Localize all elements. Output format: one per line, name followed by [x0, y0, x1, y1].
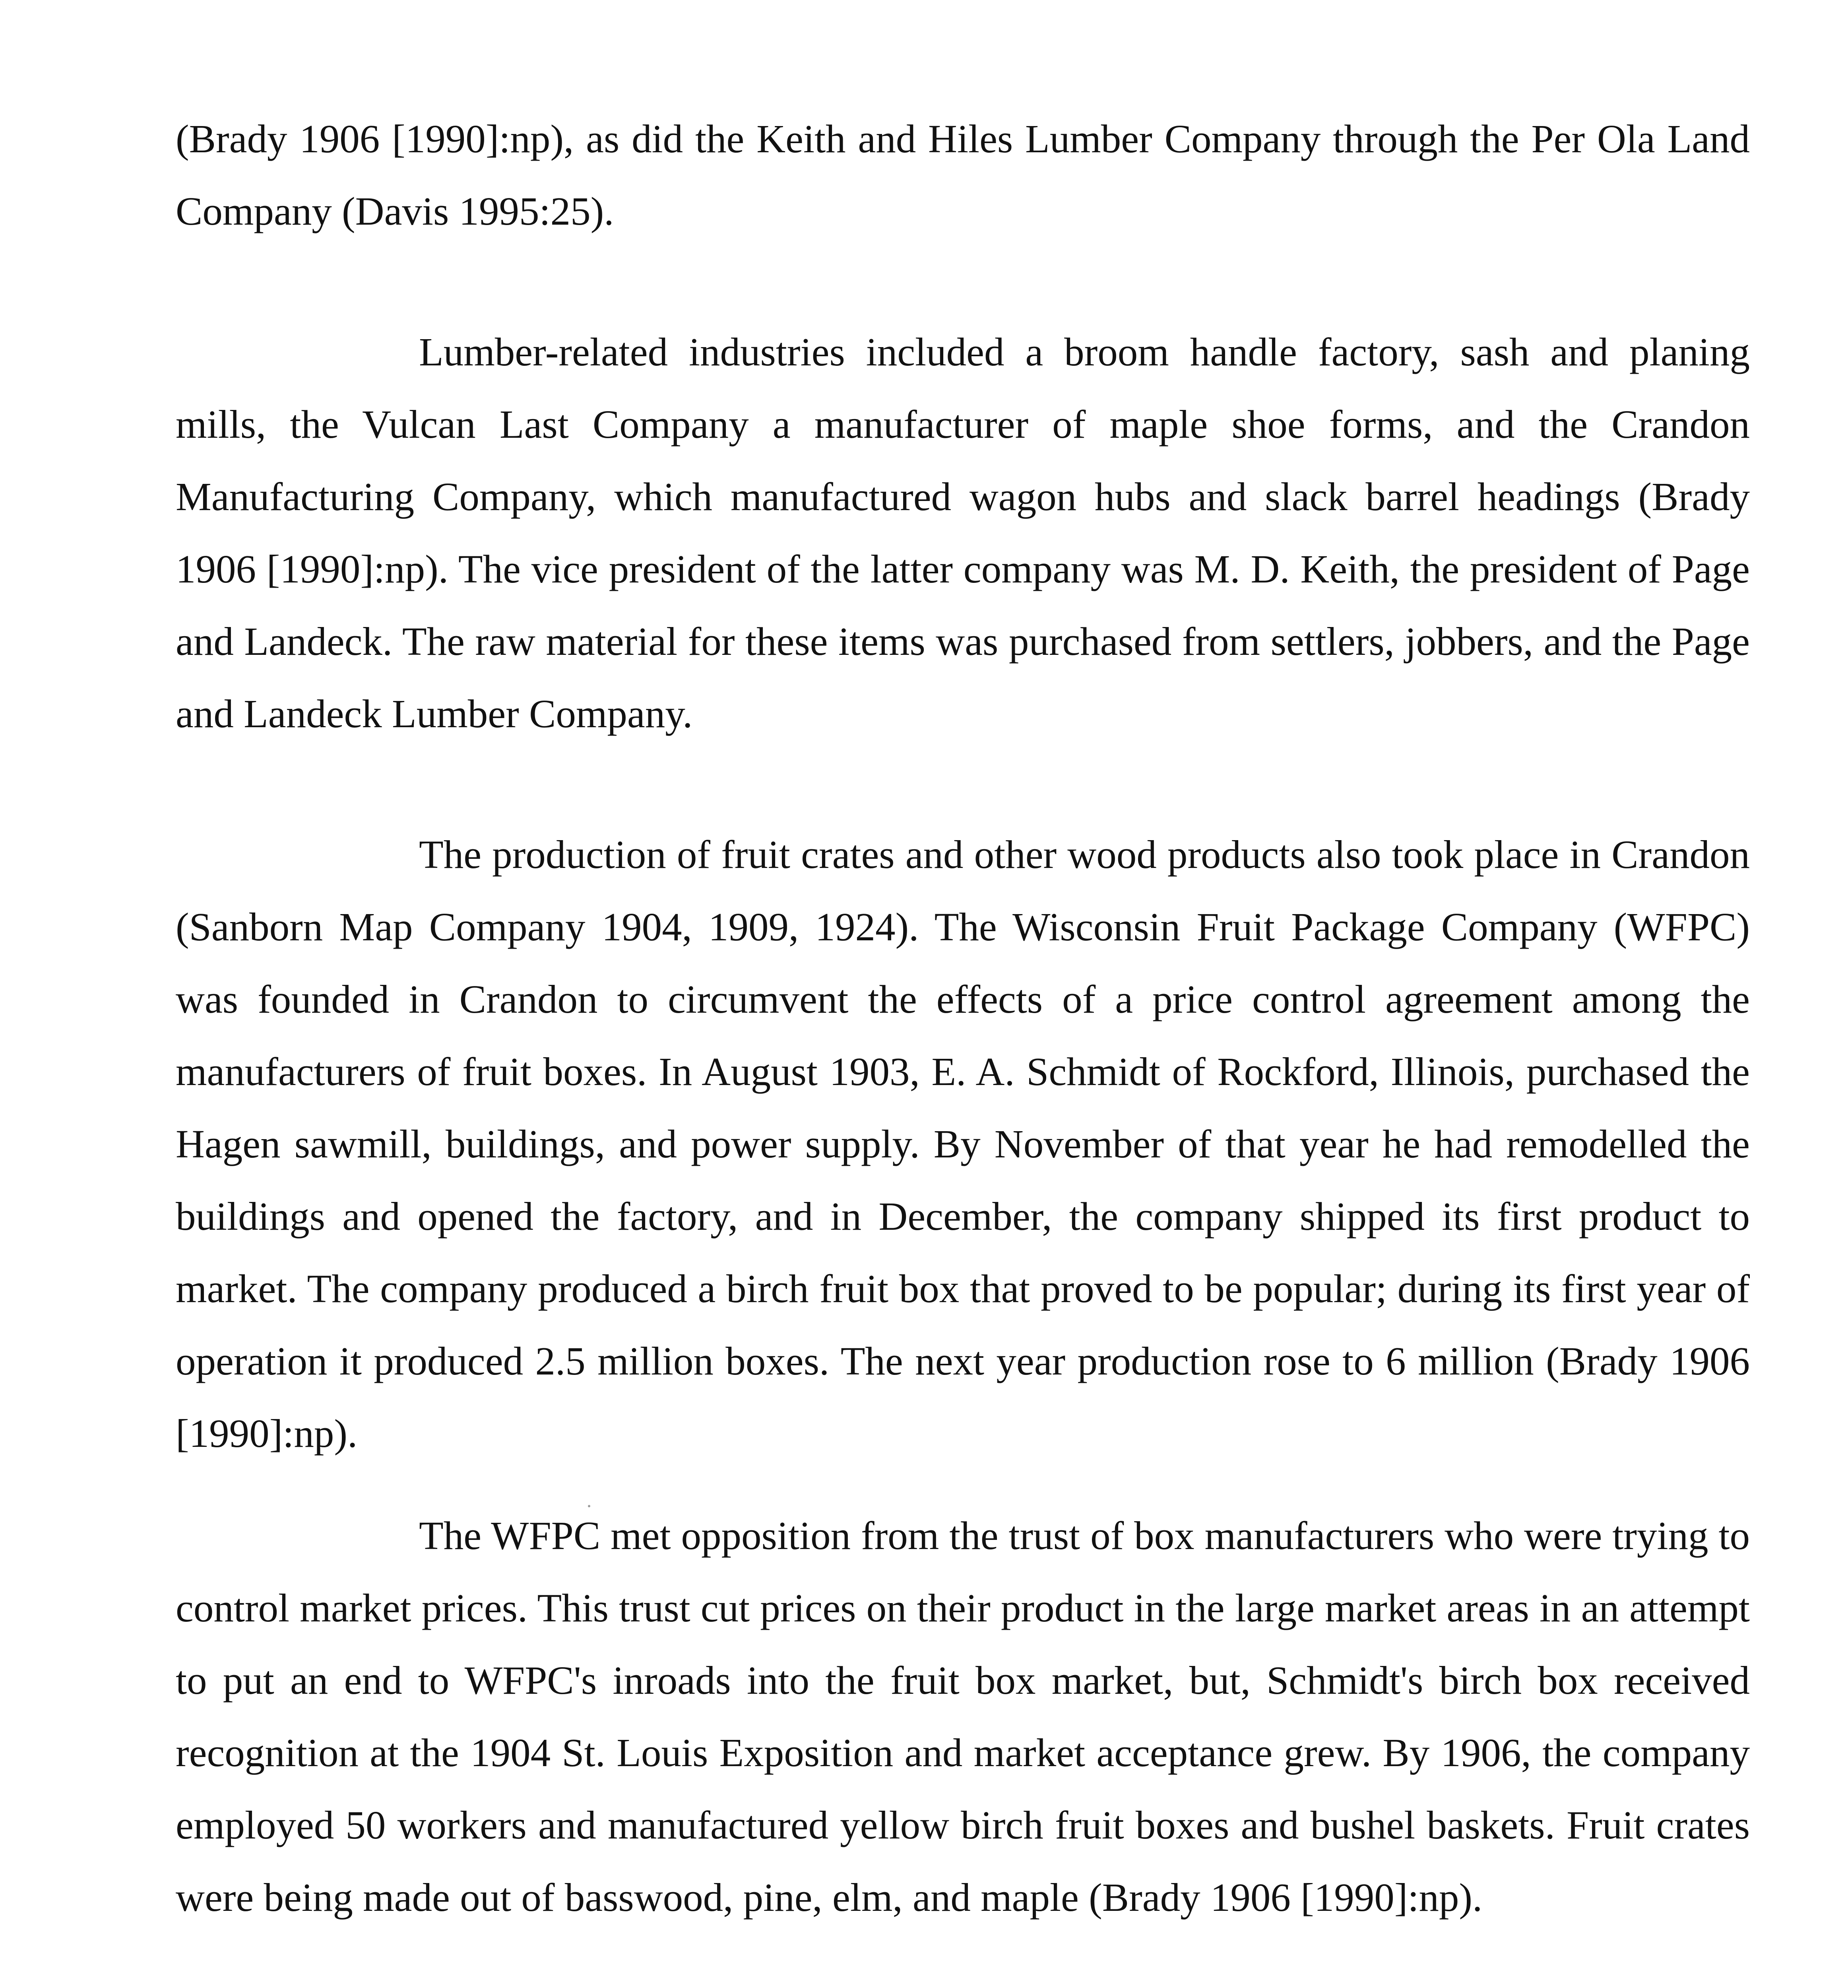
paragraph-4: The WFPC met opposition from the trust of box manufacturers who were trying to control market prices. This trust cut prices on their product in the large market areas in an attempt to put an end to WFPC's inroads into the fruit box market, but, Schmidt's birch box received recognition at the 1904 St. Louis Exposition and market acceptance grew. By 1906, the company employed 50 workers and manufactured yellow birch fruit boxes and bushel baskets. Fruit crates were being made out of basswood, pine, elm, and maple (Brady 1906 [1990]:np). — [176, 1513, 1750, 1920]
paragraph-2: Lumber-related industries included a broom handle factory, sash and planing mills, the Vulcan Last Company a manufacturer of maple shoe forms, and the Crandon Manufacturing Company, which manufactured wagon hubs and slack barrel headings (Brady 1906 [1990]:np). The vice president of the latter company was M. D. Keith, the president of Page and Landeck. The raw material for these items was purchased from settlers, jobbers, and the Page and Landeck Lumber Company. — [176, 330, 1750, 736]
paragraph-3: The production of fruit crates and other wood products also took place in Crandon (Sanborn Map Company 1904, 1909, 1924). The Wisconsin Fruit Package Company (WFPC) was founded in Crandon to circumvent the effects of a price control agreement among the manufacturers of fruit boxes. In August 1903, E. A. Schmidt of Rockford, Illinois, purchased the Hagen sawmill, buildings, and power supply. By November of that year he had remodelled the buildings and opened the factory, and in December, the company shipped its first product to market. The company produced a birch fruit box that proved to be popular; during its first year of operation it produced 2.5 million boxes. The next year production rose to 6 million (Brady 1906 [1990]:np). — [176, 832, 1750, 1456]
paragraph-1: (Brady 1906 [1990]:np), as did the Keith and Hiles Lumber Company through the Per Ola Land Company (Davis 1995:25). — [176, 116, 1750, 233]
